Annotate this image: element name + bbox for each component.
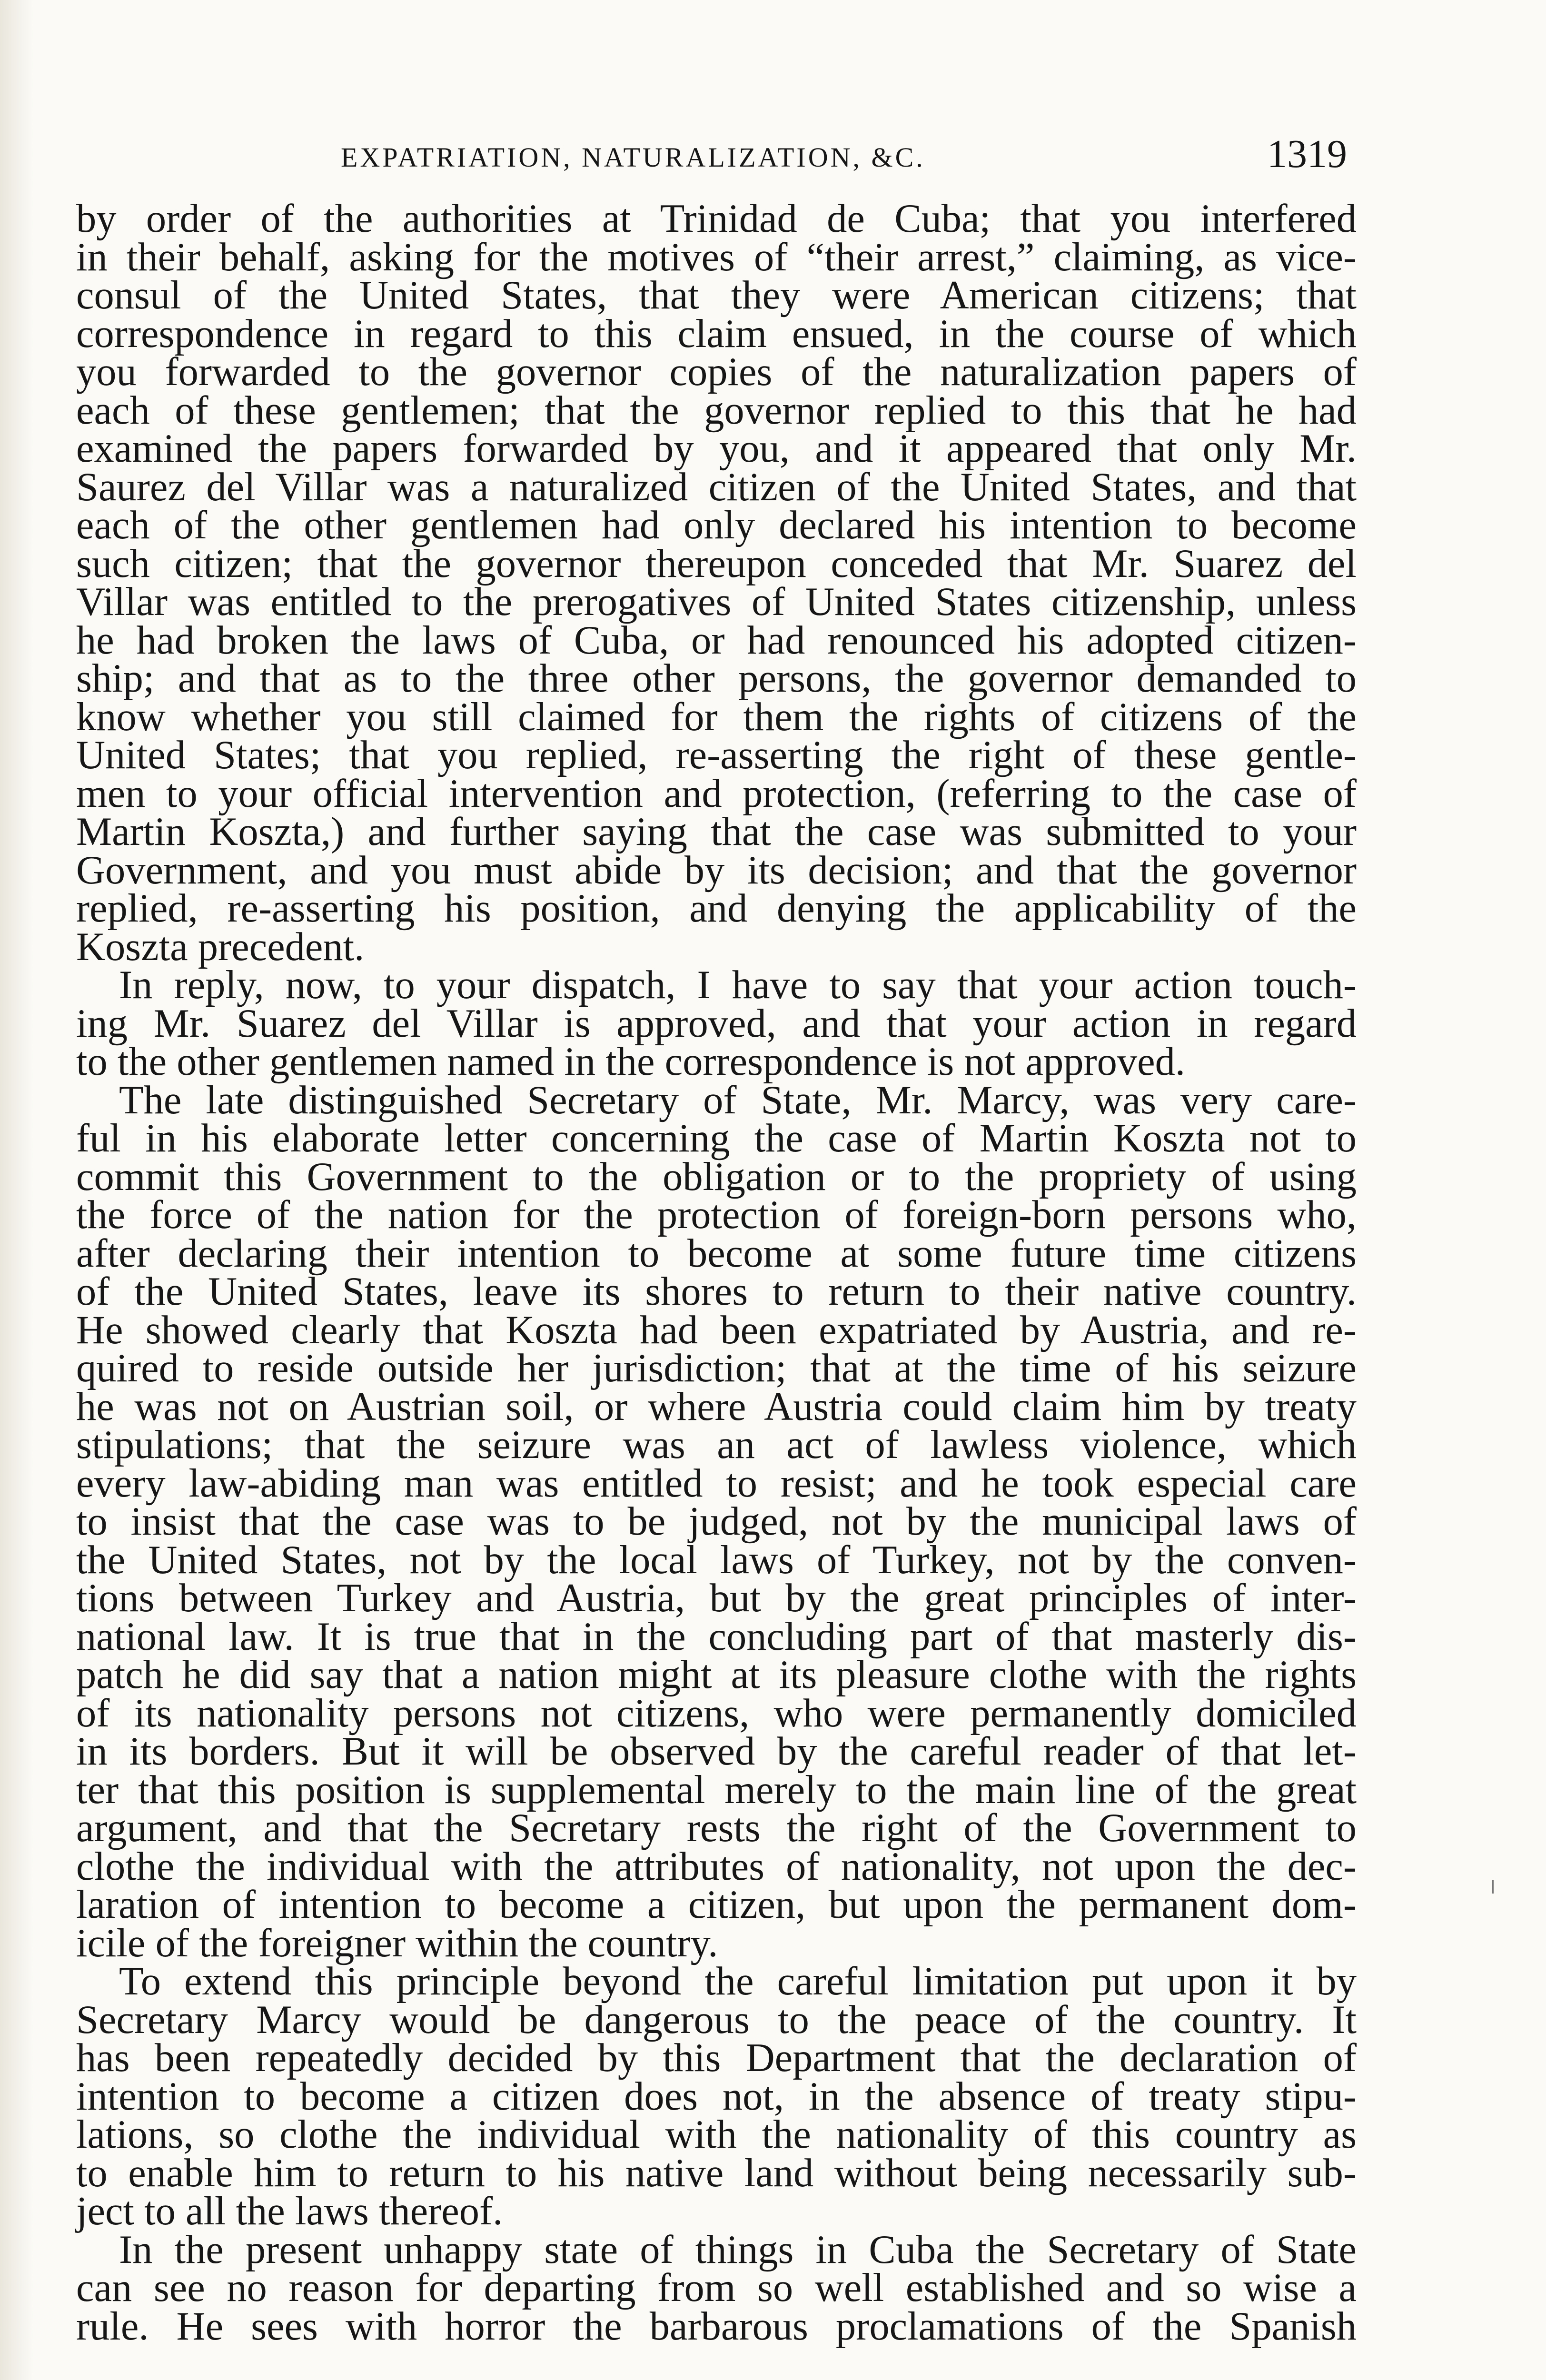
text-line: commit this Government to the obligation or to the propriety of using [76,1154,1357,1199]
binding-shadow [0,0,33,2380]
text-line: quired to reside outside her jurisdiction; that at the time of his seizure [76,1346,1357,1390]
text-line: correspondence in regard to this claim ensued, in the course of which [76,311,1357,356]
text-line: in their behalf, asking for the motives of “their arrest,” claiming, as vice- [76,235,1357,279]
text-line: Villar was entitled to the prerogatives of United States citizenship, unless [76,580,1357,624]
page-header [76,131,1361,188]
text-line: In reply, now, to your dispatch, I have to say that your action touch- [119,963,1357,1007]
text-line: consul of the United States, that they were American citizens; that [76,273,1357,317]
text-line: know whether you still claimed for them the rights of citizens of the [76,694,1357,739]
text-line: Saurez del Villar was a naturalized citizen of the United States, and that [76,465,1357,509]
text-line: can see no reason for departing from so well established and so wise a [76,2266,1357,2310]
text-line: stipulations; that the seizure was an act of lawless violence, which [76,1423,1357,1467]
text-line: In the present unhappy state of things in Cuba the Secretary of State [119,2227,1357,2272]
text-line: of its nationality persons not citizens, who were permanently domiciled [76,1691,1357,1735]
text-line: tions between Turkey and Austria, but by the great principles of inter- [76,1576,1357,1620]
text-line: To extend this principle beyond the careful limitation put upon it by [119,1959,1357,2003]
text-line: He showed clearly that Koszta had been expatriated by Austria, and re- [76,1308,1357,1352]
page-number: 1319 [1267,132,1347,176]
text-line: ful in his elaborate letter concerning the case of Martin Koszta not to [76,1116,1357,1160]
text-line: patch he did say that a nation might at its pleasure clothe with the rights [76,1653,1357,1697]
text-line: he was not on Austrian soil, or where Austria could claim him by treaty [76,1384,1357,1429]
text-line: intention to become a citizen does not, in the absence of treaty stipu- [76,2074,1357,2119]
margin-mark [1492,1880,1494,1894]
text-line: Government, and you must abide by its decision; and that the governor [76,848,1357,892]
text-line: replied, re-asserting his position, and denying the applicability of the [76,886,1357,931]
text-line: to insist that the case was to be judged, not by the municipal laws of [76,1499,1357,1544]
text-line: each of the other gentlemen had only declared his intention to become [76,503,1357,547]
text-line: to enable him to return to his native land without being necessarily sub- [76,2151,1357,2195]
text-line: to the other gentlemen named in the correspondence is not approved. [76,1040,1186,1084]
text-line: the United States, not by the local laws of Turkey, not by the conven- [76,1537,1357,1582]
text-line: after declaring their intention to become at some future time citizens [76,1231,1357,1276]
text-line: United States; that you replied, re-asserting the right of these gentle- [76,733,1357,777]
text-line: clothe the individual with the attributes of nationality, not upon the dec- [76,1844,1357,1889]
text-line: lations, so clothe the individual with the nationality of this country as [76,2112,1357,2157]
text-line: Secretary Marcy would be dangerous to the peace of the country. It [76,1997,1357,2042]
body-text [76,197,1357,2349]
text-line: Koszta precedent. [76,924,365,969]
text-line: ship; and that as to the three other persons, the governor demanded to [76,656,1357,701]
text-line: the force of the nation for the protection of foreign-born persons who, [76,1193,1357,1237]
text-line: Martin Koszta,) and further saying that the case was submitted to your [76,810,1357,854]
text-line: national law. It is true that in the concluding part of that masterly dis- [76,1614,1357,1659]
text-line: each of these gentlemen; that the governor replied to this that he had [76,388,1357,433]
text-line: every law-abiding man was entitled to resist; and he took especial care [76,1461,1357,1506]
text-line: in its borders. But it will be observed by the careful reader of that let- [76,1729,1357,1774]
text-line: argument, and that the Secretary rests the right of the Government to [76,1806,1357,1850]
text-line: laration of intention to become a citizen, but upon the permanent dom- [76,1883,1357,1927]
text-line: ter that this position is supplemental merely to the main line of the great [76,1767,1357,1812]
text-line: rule. He sees with horror the barbarous proclamations of the Spanish [76,2304,1357,2349]
text-line: you forwarded to the governor copies of the naturalization papers of [76,350,1357,394]
text-line: examined the papers forwarded by you, and it appeared that only Mr. [76,426,1357,471]
text-line: ject to all the laws thereof. [76,2189,503,2233]
text-line: ing Mr. Suarez del Villar is approved, and that your action in regard [76,1001,1357,1046]
text-line: The late distinguished Secretary of State, Mr. Marcy, was very care- [119,1078,1357,1122]
text-line: he had broken the laws of Cuba, or had renounced his adopted citizen- [76,618,1357,663]
text-line: men to your official intervention and protection, (referring to the case of [76,771,1357,816]
text-line: icile of the foreigner within the country. [76,1921,718,1965]
text-line: such citizen; that the governor thereupon conceded that Mr. Suarez del [76,541,1357,586]
text-line: by order of the authorities at Trinidad de Cuba; that you interfered [76,197,1357,241]
running-head: EXPATRIATION, NATURALIZATION, &C. [341,142,925,173]
text-line: of the United States, leave its shores to return to their native country. [76,1269,1357,1314]
text-line: has been repeatedly decided by this Department that the declaration of [76,2036,1357,2080]
